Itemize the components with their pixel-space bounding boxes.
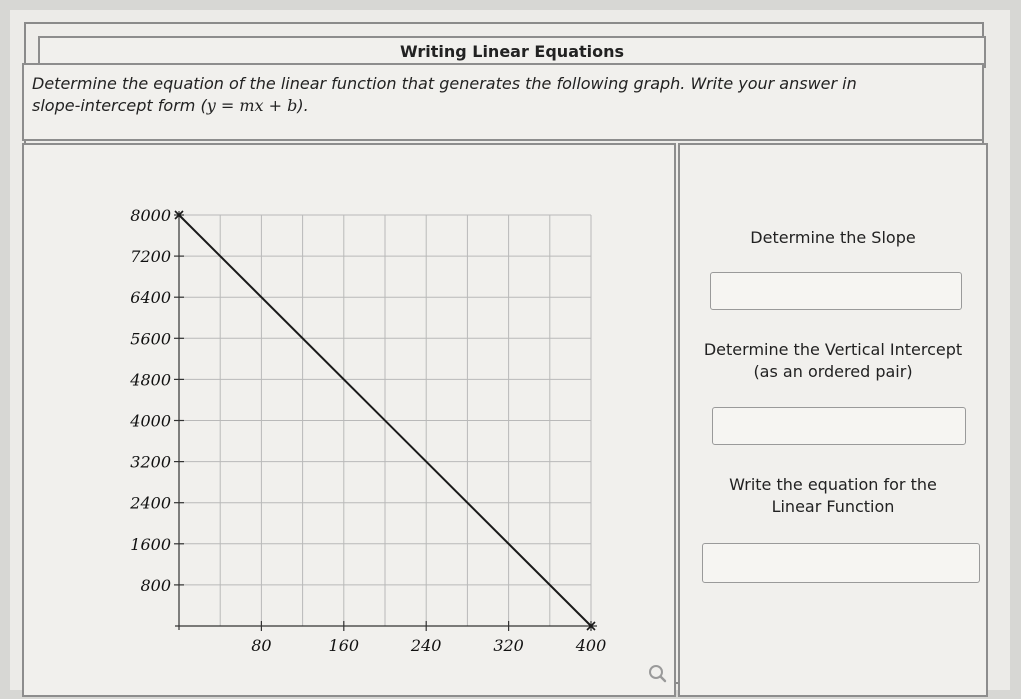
instructions-line-2-suffix: ).: [297, 96, 309, 115]
y-tick-label: 3200: [130, 452, 171, 472]
x-tick-label: 160: [328, 636, 360, 655]
answer-panel: [678, 143, 988, 697]
y-tick-label: 800: [140, 575, 171, 595]
intercept-answer-input[interactable]: [712, 407, 966, 445]
y-tick-label: 4800: [130, 370, 171, 390]
equation-answer-input[interactable]: [702, 543, 980, 583]
graph-panel: [22, 143, 676, 697]
intercept-question-label: [680, 339, 986, 383]
equation-label-line-2: Linear Function: [771, 497, 895, 516]
x-tick-label: 80: [251, 636, 272, 655]
slope-answer-input[interactable]: [710, 272, 962, 310]
page-title: Writing Linear Equations: [38, 36, 986, 68]
equation-label-line-1: Write the equation for the: [729, 475, 937, 494]
slope-intercept-formula: y = mx + b: [206, 96, 298, 115]
instructions: [22, 63, 984, 141]
y-tick-label: 6400: [130, 288, 171, 308]
y-tick-label: 8000: [130, 206, 171, 225]
intercept-label-line-2: (as an ordered pair): [753, 362, 913, 381]
instructions-line-1: Determine the equation of the linear function that generates the following graph. Write your answer in: [32, 74, 857, 93]
slope-question-label: Determine the Slope: [750, 228, 916, 247]
y-tick-label: 7200: [130, 247, 171, 267]
y-tick-label: 4000: [130, 411, 171, 431]
y-tick-label: 5600: [130, 329, 171, 349]
equation-question-label: [680, 474, 986, 518]
instructions-line-2-prefix: slope-intercept form (: [32, 96, 207, 115]
search-icon[interactable]: [646, 662, 670, 686]
line-graph: [24, 145, 674, 695]
x-tick-label: 320: [493, 636, 524, 655]
intercept-label-line-1: Determine the Vertical Intercept: [703, 340, 963, 359]
y-tick-label: 1600: [130, 534, 171, 554]
worksheet: [10, 10, 1010, 690]
x-tick-label: 240: [410, 636, 442, 655]
x-tick-label: 400: [575, 636, 607, 655]
y-tick-label: 2400: [130, 493, 171, 513]
